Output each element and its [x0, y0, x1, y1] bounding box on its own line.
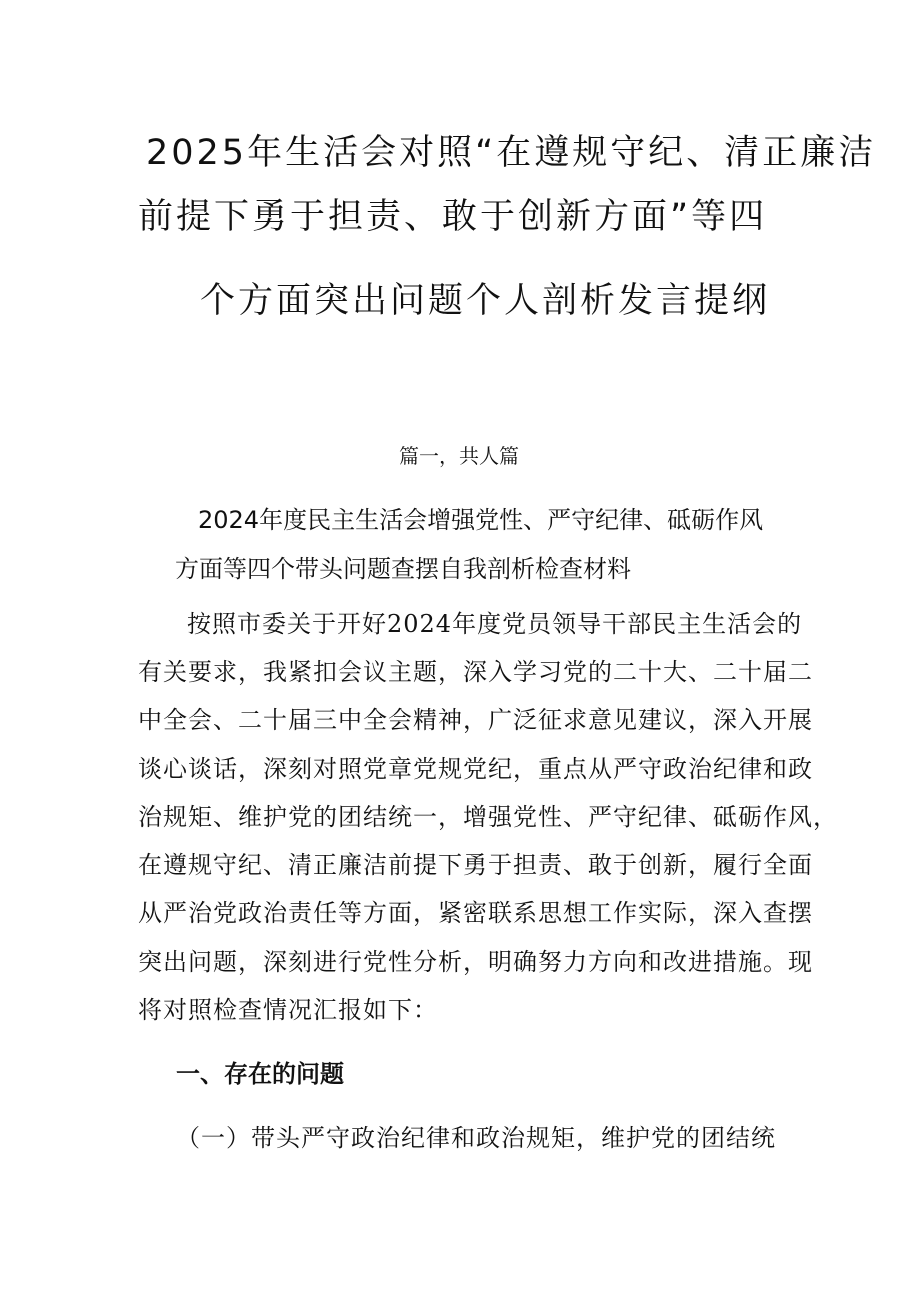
paragraph-line: 从严治党政治责任等方面，紧密联系思想工作实际，深入查摆 — [138, 899, 813, 927]
section-heading: 一、存在的问题 — [176, 1060, 344, 1088]
document-title-line-3: 个方面突出问题个人剖析发言提纲 — [200, 281, 771, 321]
document-title-line-1: 2025年生活会对照“在遵规守纪、清正廉洁 — [146, 133, 877, 173]
document-title-line-2: 前提下勇于担责、敢于创新方面”等四 — [138, 197, 768, 237]
chapter-subtitle: 篇一，共人篇 — [399, 444, 519, 468]
paragraph-line: 将对照检查情况汇报如下： — [138, 996, 438, 1024]
paragraph-line: 在遵规守纪、清正廉洁前提下勇于担责、敢于创新，履行全面 — [138, 851, 813, 879]
paragraph-line: 中全会、二十届三中全会精神，广泛征求意见建议，深入开展 — [138, 706, 813, 734]
paragraph-line: 谈心谈话，深刻对照党章党规党纪，重点从严守政治纪律和政 — [138, 755, 813, 783]
paragraph-line: 突出问题，深刻进行党性分析，明确努力方向和改进措施。现 — [138, 948, 813, 976]
material-heading-line-2: 方面等四个带头问题查摆自我剖析检查材料 — [175, 555, 631, 583]
material-heading-line-1: 2024年度民主生活会增强党性、严守纪律、砥砺作风 — [198, 506, 764, 534]
paragraph-line: 治规矩、维护党的团结统一，增强党性、严守纪律、砥砺作风， — [138, 803, 838, 831]
paragraph-line: 按照市委关于开好2024年度党员领导干部民主生活会的 — [187, 610, 803, 638]
subsection-line: （一）带头严守政治纪律和政治规矩，维护党的团结统 — [176, 1124, 776, 1152]
paragraph-line: 有关要求，我紧扣会议主题，深入学习党的二十大、二十届二 — [138, 658, 813, 686]
